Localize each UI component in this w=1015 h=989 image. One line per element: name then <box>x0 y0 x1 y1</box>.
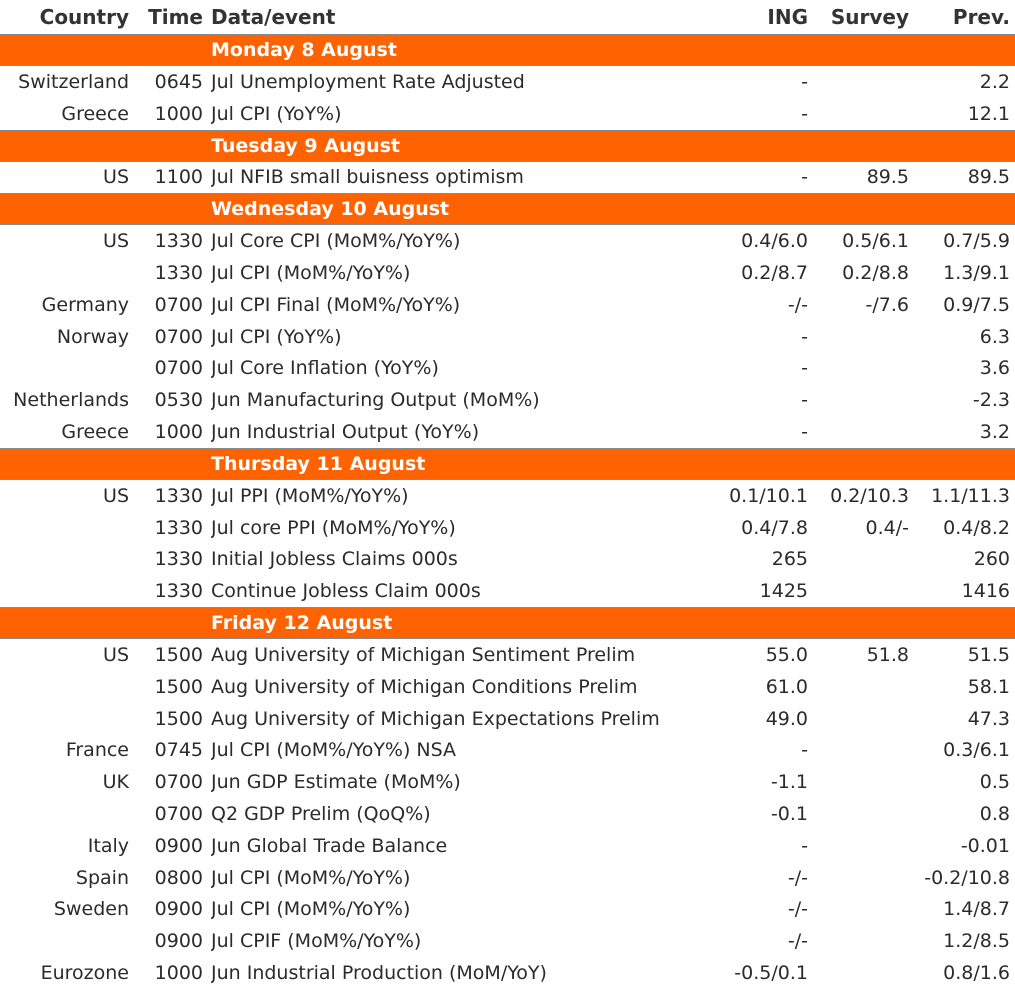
cell-prev: 89.5 <box>967 166 1010 189</box>
table-row <box>0 544 1015 576</box>
cell-ing: 1425 <box>759 580 808 603</box>
cell-country: Germany <box>41 293 129 316</box>
day-label: Friday 12 August <box>211 612 393 635</box>
cell-ing: 0.1/10.1 <box>729 484 808 507</box>
cell-survey: -/7.6 <box>865 293 909 316</box>
cell-time: 1000 <box>154 962 203 985</box>
cell-prev: 0.3/6.1 <box>943 739 1010 762</box>
cell-time: 1330 <box>154 230 203 253</box>
cell-ing: - <box>801 357 808 380</box>
cell-ing: -1.1 <box>770 771 808 794</box>
cell-ing: - <box>801 166 808 189</box>
cell-event: Jul CPI (MoM%/YoY%) NSA <box>211 739 457 762</box>
day-label: Wednesday 10 August <box>211 198 450 221</box>
cell-time: 0745 <box>154 739 203 762</box>
cell-ing: -0.5/0.1 <box>734 962 808 985</box>
cell-ing: 61.0 <box>765 675 808 698</box>
cell-event: Aug University of Michigan Conditions Prelim <box>211 675 638 698</box>
cell-prev: -0.2/10.8 <box>924 866 1010 889</box>
cell-prev: 1.4/8.7 <box>943 898 1010 921</box>
cell-prev: 260 <box>973 548 1010 571</box>
cell-prev: 3.6 <box>979 357 1010 380</box>
cell-ing: 0.2/8.7 <box>741 262 808 285</box>
cell-ing: 0.4/6.0 <box>741 230 808 253</box>
cell-event: Continue Jobless Claim 000s <box>211 580 481 603</box>
cell-ing: -/- <box>787 866 808 889</box>
cell-ing: - <box>801 834 808 857</box>
cell-time: 0530 <box>154 389 203 412</box>
cell-time: 0900 <box>154 930 203 953</box>
cell-country: US <box>103 230 129 253</box>
table-body <box>0 34 1015 989</box>
cell-event: Jul CPI (MoM%/YoY%) <box>211 898 411 921</box>
table-row <box>0 862 1015 894</box>
cell-country: US <box>103 484 129 507</box>
cell-survey: 0.2/10.3 <box>830 484 909 507</box>
day-header <box>0 607 1015 639</box>
cell-ing: 0.4/7.8 <box>741 516 808 539</box>
cell-prev: 1.3/9.1 <box>943 262 1010 285</box>
header-prev: Prev. <box>952 5 1010 29</box>
cell-event: Jun Industrial Production (MoM/YoY) <box>211 962 547 985</box>
cell-event: Jul Core Inflation (YoY%) <box>211 357 439 380</box>
header-survey: Survey <box>830 5 909 29</box>
cell-country: Eurozone <box>40 962 129 985</box>
table-row <box>0 575 1015 607</box>
cell-prev: 0.4/8.2 <box>943 516 1010 539</box>
cell-event: Initial Jobless Claims 000s <box>211 548 458 571</box>
cell-time: 1330 <box>154 484 203 507</box>
cell-time: 0700 <box>154 771 203 794</box>
cell-event: Jul PPI (MoM%/YoY%) <box>211 484 409 507</box>
cell-country: Greece <box>61 421 129 444</box>
table-row <box>0 894 1015 926</box>
cell-event: Jun Manufacturing Output (MoM%) <box>211 389 540 412</box>
cell-event: Jul Core CPI (MoM%/YoY%) <box>211 230 461 253</box>
cell-prev: 51.5 <box>967 644 1010 667</box>
cell-country: US <box>103 644 129 667</box>
table-row <box>0 957 1015 989</box>
cell-event: Q2 GDP Prelim (QoQ%) <box>211 803 431 826</box>
cell-time: 1330 <box>154 516 203 539</box>
day-label: Tuesday 9 August <box>211 134 401 157</box>
cell-country: Greece <box>61 102 129 125</box>
cell-event: Jul CPIF (MoM%/YoY%) <box>211 930 422 953</box>
cell-survey: 0.5/6.1 <box>842 230 909 253</box>
cell-ing: - <box>801 421 808 444</box>
cell-time: 1330 <box>154 262 203 285</box>
table-row <box>0 639 1015 671</box>
cell-survey: 0.4/- <box>865 516 909 539</box>
table-row <box>0 416 1015 448</box>
cell-prev: 1.1/11.3 <box>931 484 1010 507</box>
cell-time: 1330 <box>154 548 203 571</box>
cell-time: 1500 <box>154 707 203 730</box>
cell-prev: 0.7/5.9 <box>943 230 1010 253</box>
cell-ing: 49.0 <box>765 707 808 730</box>
cell-event: Jul Unemployment Rate Adjusted <box>211 70 525 93</box>
cell-time: 1000 <box>154 421 203 444</box>
cell-ing: -/- <box>787 898 808 921</box>
table-row <box>0 480 1015 512</box>
table-row <box>0 735 1015 767</box>
cell-survey: 51.8 <box>866 644 909 667</box>
day-label: Monday 8 August <box>211 39 397 61</box>
cell-time: 0645 <box>154 70 203 93</box>
cell-time: 1500 <box>154 644 203 667</box>
cell-time: 0800 <box>154 866 203 889</box>
cell-event: Jun Industrial Output (YoY%) <box>211 421 480 444</box>
cell-country: Sweden <box>53 898 129 921</box>
cell-event: Jul CPI (YoY%) <box>211 325 342 348</box>
cell-time: 0900 <box>154 898 203 921</box>
cell-event: Jul CPI (MoM%/YoY%) <box>211 262 411 285</box>
cell-ing: - <box>801 325 808 348</box>
cell-ing: -/- <box>787 293 808 316</box>
cell-event: Jul CPI (MoM%/YoY%) <box>211 866 411 889</box>
cell-country: Netherlands <box>13 389 129 412</box>
table-row <box>0 289 1015 321</box>
cell-ing: -/- <box>787 930 808 953</box>
table-row <box>0 225 1015 257</box>
cell-event: Jun Global Trade Balance <box>211 834 448 857</box>
cell-time: 0700 <box>154 803 203 826</box>
cell-prev: 2.2 <box>979 70 1010 93</box>
cell-prev: -2.3 <box>972 389 1010 412</box>
cell-prev: 58.1 <box>967 675 1010 698</box>
cell-prev: 0.8 <box>979 803 1010 826</box>
cell-ing: -0.1 <box>770 803 808 826</box>
cell-prev: 12.1 <box>967 102 1010 125</box>
cell-time: 0700 <box>154 357 203 380</box>
cell-prev: 1416 <box>961 580 1010 603</box>
cell-event: Jul CPI (YoY%) <box>211 102 342 125</box>
cell-event: Jun GDP Estimate (MoM%) <box>211 771 461 794</box>
cell-prev: -0.01 <box>960 834 1010 857</box>
header-event: Data/event <box>211 5 336 29</box>
day-header <box>0 448 1015 480</box>
cell-time: 1100 <box>154 166 203 189</box>
table-row <box>0 512 1015 544</box>
table-row <box>0 671 1015 703</box>
cell-country: Italy <box>87 834 129 857</box>
cell-ing: - <box>801 389 808 412</box>
cell-time: 0700 <box>154 325 203 348</box>
cell-country: Switzerland <box>18 70 129 93</box>
cell-event: Aug University of Michigan Sentiment Prelim <box>211 644 636 667</box>
cell-event: Jul core PPI (MoM%/YoY%) <box>211 516 456 539</box>
cell-prev: 3.2 <box>979 421 1010 444</box>
cell-event: Aug University of Michigan Expectations Prelim <box>211 707 660 730</box>
cell-prev: 6.3 <box>979 325 1010 348</box>
cell-ing: - <box>801 70 808 93</box>
header-country: Country <box>39 5 129 29</box>
cell-time: 0900 <box>154 834 203 857</box>
table-row <box>0 66 1015 98</box>
cell-ing: - <box>801 739 808 762</box>
cell-prev: 0.5 <box>979 771 1010 794</box>
cell-country: US <box>103 166 129 189</box>
cell-survey: 0.2/8.8 <box>842 262 909 285</box>
table-row <box>0 798 1015 830</box>
table-header <box>0 0 1015 34</box>
day-header <box>0 34 1015 66</box>
cell-time: 1500 <box>154 675 203 698</box>
table-row <box>0 257 1015 289</box>
day-header <box>0 193 1015 225</box>
cell-country: Spain <box>75 866 129 889</box>
cell-country: Norway <box>56 325 129 348</box>
cell-time: 1330 <box>154 580 203 603</box>
table-row <box>0 353 1015 385</box>
cell-time: 0700 <box>154 293 203 316</box>
cell-time: 1000 <box>154 102 203 125</box>
table-row <box>0 162 1015 194</box>
cell-prev: 1.2/8.5 <box>943 930 1010 953</box>
table-row <box>0 766 1015 798</box>
cell-prev: 47.3 <box>967 707 1010 730</box>
cell-ing: 265 <box>771 548 808 571</box>
cell-event: Jul NFIB small buisness optimism <box>211 166 524 189</box>
table-row <box>0 703 1015 735</box>
header-time: Time <box>148 5 203 29</box>
table-row <box>0 925 1015 957</box>
cell-prev: 0.8/1.6 <box>943 962 1010 985</box>
cell-ing: 55.0 <box>765 644 808 667</box>
table-row <box>0 830 1015 862</box>
cell-survey: 89.5 <box>866 166 909 189</box>
cell-ing: - <box>801 102 808 125</box>
cell-country: France <box>65 739 129 762</box>
table-row <box>0 98 1015 130</box>
header-ing: ING <box>767 5 808 29</box>
cell-country: UK <box>102 771 129 794</box>
day-label: Thursday 11 August <box>211 452 426 475</box>
cell-prev: 0.9/7.5 <box>943 293 1010 316</box>
table-row <box>0 321 1015 353</box>
table-row <box>0 384 1015 416</box>
day-header <box>0 130 1015 162</box>
cell-event: Jul CPI Final (MoM%/YoY%) <box>211 293 461 316</box>
